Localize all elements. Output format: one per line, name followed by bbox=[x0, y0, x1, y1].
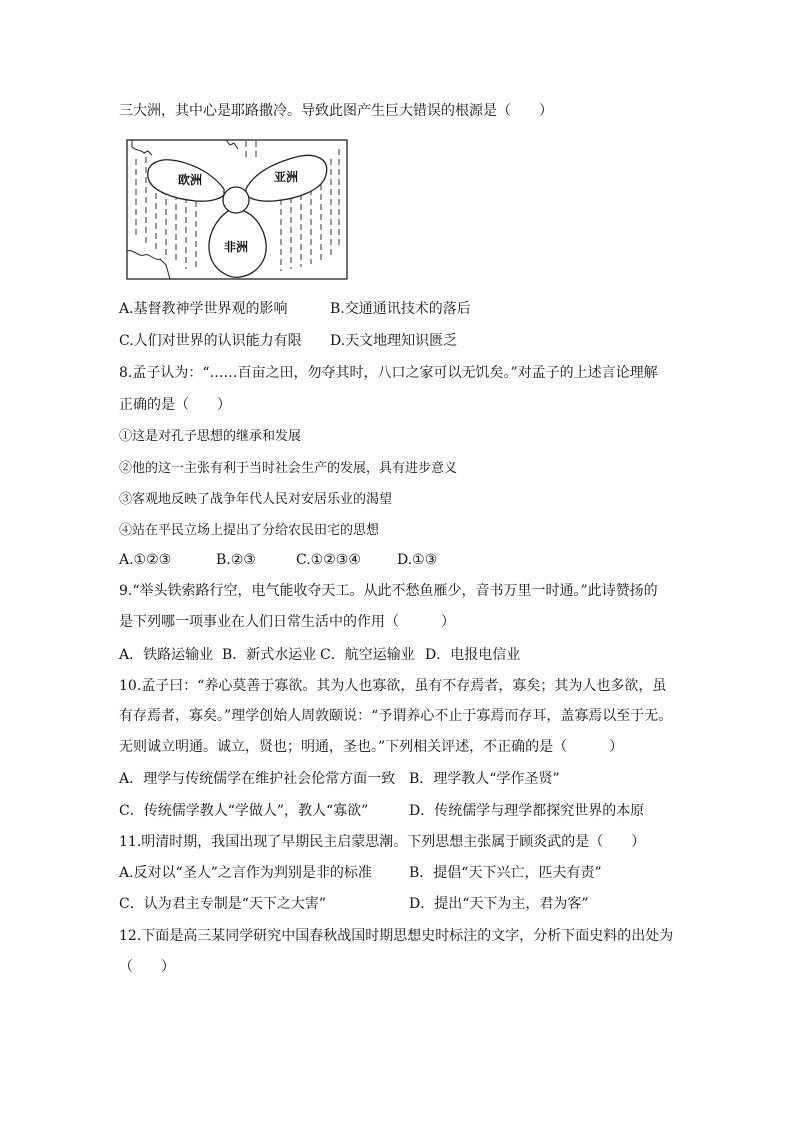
q8-option-a[interactable]: A.①②③ bbox=[119, 552, 172, 568]
map-label-europe: 欧洲 bbox=[178, 173, 203, 187]
q11-option-c[interactable]: C．认为君主专制是“天下之大害” bbox=[119, 896, 327, 912]
q10-stem-line-2: 有存焉者，寡矣。”理学创始人周敦颐说：“予谓养心不止于寡焉而存耳，盖寡焉以至于无。 bbox=[119, 708, 673, 724]
q10-option-b[interactable]: B．理学教人“学作圣贤” bbox=[409, 771, 560, 787]
q7-stem-continuation: 三大洲，其中心是耶路撒冷。导致此图产生巨大错误的根源是（ ） bbox=[119, 103, 553, 119]
q9-stem-line-1: 9.“举头铁索路行空，电气能收夺天工。从此不愁鱼雁少，音书万里一时通。”此诗赞扬的 bbox=[119, 583, 658, 599]
q8-stem-line-2: 正确的是（ ） bbox=[119, 397, 231, 413]
q8-item-3: ③客观地反映了战争年代人民对安居乐业的渴望 bbox=[119, 492, 393, 507]
q9-option-b[interactable]: B．新式水运业 bbox=[222, 647, 317, 663]
q10-stem-line-1: 10.孟子曰：“养心莫善于寡欲。其为人也寡欲，虽有不存焉者，寡矣；其为人也多欲，虽 bbox=[119, 678, 667, 694]
q11-option-b[interactable]: B．提倡“天下兴亡，匹夫有责” bbox=[409, 865, 602, 881]
q8-option-d[interactable]: D.①③ bbox=[397, 552, 438, 568]
q8-stem-line-1: 8.孟子认为：“……百亩之田，勿夺其时，八口之家可以无饥矣。”对孟子的上述言论理解 bbox=[119, 365, 658, 381]
q9-stem-line-2: 是下列哪一项事业在人们日常生活中的作用（ ） bbox=[119, 614, 455, 630]
q10-option-d[interactable]: D．传统儒学与理学都探究世界的本原 bbox=[409, 803, 645, 819]
q8-item-2: ②他的这一主张有利于当时社会生产的发展，具有进步意义 bbox=[119, 461, 458, 476]
map-label-asia: 亚洲 bbox=[274, 170, 299, 184]
t-o-map-figure bbox=[126, 139, 348, 280]
map-label-africa: 非洲 bbox=[224, 240, 249, 254]
q7-option-c[interactable]: C.人们对世界的认识能力有限 bbox=[119, 333, 302, 349]
q10-stem-line-3: 无则诚立明通。诚立，贤也；明通，圣也。”下列相关评述，不正确的是（ ） bbox=[119, 739, 624, 755]
q8-option-c[interactable]: C.①②③④ bbox=[296, 552, 361, 568]
q7-option-a[interactable]: A.基督教神学世界观的影响 bbox=[119, 301, 288, 317]
q9-option-d[interactable]: D．电报电信业 bbox=[425, 647, 521, 663]
q8-item-4: ④站在平民立场上提出了分给农民田宅的思想 bbox=[119, 523, 380, 538]
q11-option-a[interactable]: A.反对以“圣人”之言作为判别是非的标准 bbox=[119, 865, 372, 881]
q7-option-b[interactable]: B.交通通讯技术的落后 bbox=[330, 301, 471, 317]
q9-option-c[interactable]: C．航空运输业 bbox=[320, 647, 415, 663]
q7-option-d[interactable]: D.天文地理知识匮乏 bbox=[330, 333, 458, 349]
q10-option-c[interactable]: C．传统儒学教人“学做人”，教人“寡欲” bbox=[119, 803, 369, 819]
q11-option-d[interactable]: D．提出“天下为主，君为客” bbox=[409, 896, 589, 912]
q12-stem-line-2: （ ） bbox=[119, 959, 175, 975]
q8-option-b[interactable]: B.②③ bbox=[216, 552, 256, 568]
q9-option-a[interactable]: A．铁路运输业 bbox=[119, 647, 214, 663]
q8-item-1: ①这是对孔子思想的继承和发展 bbox=[119, 429, 302, 444]
q11-stem: 11.明清时期，我国出现了早期民主启蒙思潮。下列思想主张属于顾炎武的是（ ） bbox=[119, 834, 646, 850]
q12-stem-line-1: 12.下面是高三某同学研究中国春秋战国时期思想史时标注的文字，分析下面史料的出处为 bbox=[119, 928, 674, 944]
q10-option-a[interactable]: A．理学与传统儒学在维护社会伦常方面一致 bbox=[119, 771, 396, 787]
